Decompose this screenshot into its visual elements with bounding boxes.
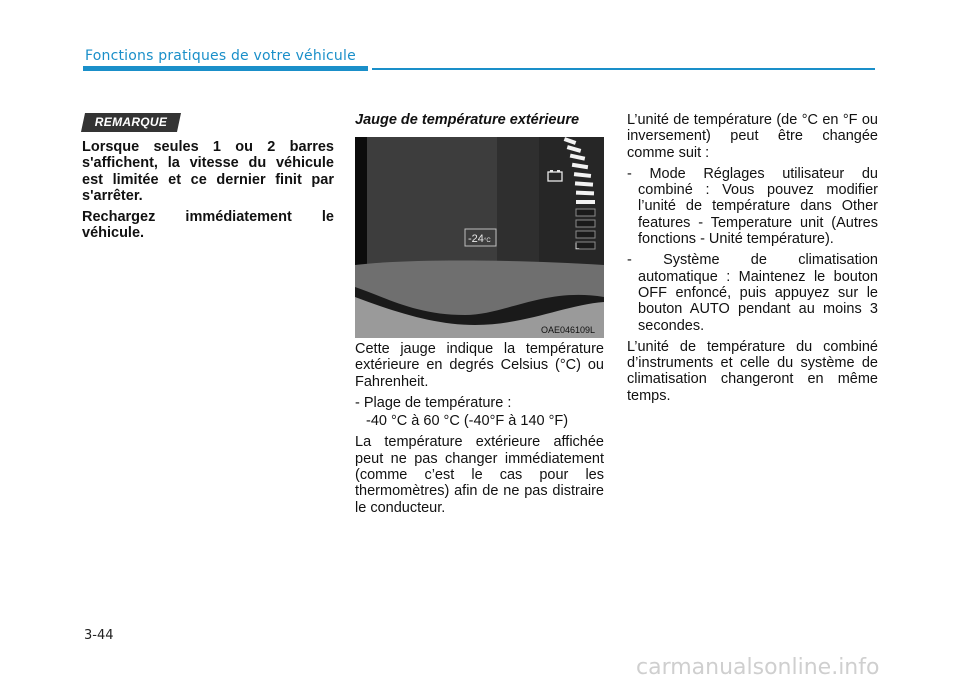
section-header-title: Fonctions pratiques de votre véhicule: [85, 48, 356, 64]
page-number: 3-44: [84, 628, 114, 643]
header-rule-thick: [83, 66, 368, 71]
instrument-cluster-figure: [355, 137, 604, 338]
remarque-badge-label: REMARQUE: [94, 115, 168, 129]
remarque-badge: [81, 113, 181, 132]
figure-code: OAE046109L: [541, 325, 596, 335]
unit-change-result: L’unité de température du combiné d’instruments et celle du système de climatisation changeront en même temps.: [627, 338, 878, 404]
temp-delay-note: La température extérieure affichée peut ne pas changer immédiatement (comme c’est le cas pour les thermomètres) afin de ne pas distraire le conducteur.: [355, 434, 604, 516]
cluster-illustration: [355, 137, 604, 338]
outside-temp-gauge-title: Jauge de température extérieure: [355, 112, 580, 128]
unit-change-intro: L’unité de température (de °C en °F ou inversement) peut être changée comme suit :: [627, 112, 878, 161]
site-watermark: carmanualsonline.info: [636, 655, 880, 680]
note-column: [82, 139, 334, 247]
right-column-text: [627, 112, 878, 409]
temp-readout-value: -24: [468, 233, 484, 245]
gauge-description: Cette jauge indique la température extérieure en degrés Celsius (°C) ou Fahrenheit.: [355, 341, 604, 390]
temp-range-value: -40 °C à 60 °C (-40°F à 140 °F): [366, 413, 569, 430]
unit-change-option-aircon: - Système de climatisation automatique : Maintenez le bouton OFF enfoncé, puis appuyez sur le bouton AUTO pendant au moins 3 secondes.: [627, 252, 878, 334]
header-rule-thin: [372, 68, 875, 70]
middle-column-text: [355, 341, 604, 521]
gauge-low-letter: L: [575, 242, 580, 251]
unit-change-option-cluster: - Mode Réglages utilisateur du combiné : Vous pouvez modifier l’unité de température dans Other features - Temperature unit (Autres fonctions - Unité température).: [627, 165, 878, 248]
temp-readout-unit: °C: [484, 238, 491, 244]
temp-range-label: - Plage de température :: [355, 394, 512, 411]
note-paragraph-2: Rechargez immédiatement le véhicule.: [82, 209, 334, 242]
note-paragraph-1: Lorsque seules 1 ou 2 barres s'affichent, la vitesse du véhicule est limitée et ce dernier finit par s'arrêter.: [82, 139, 334, 204]
